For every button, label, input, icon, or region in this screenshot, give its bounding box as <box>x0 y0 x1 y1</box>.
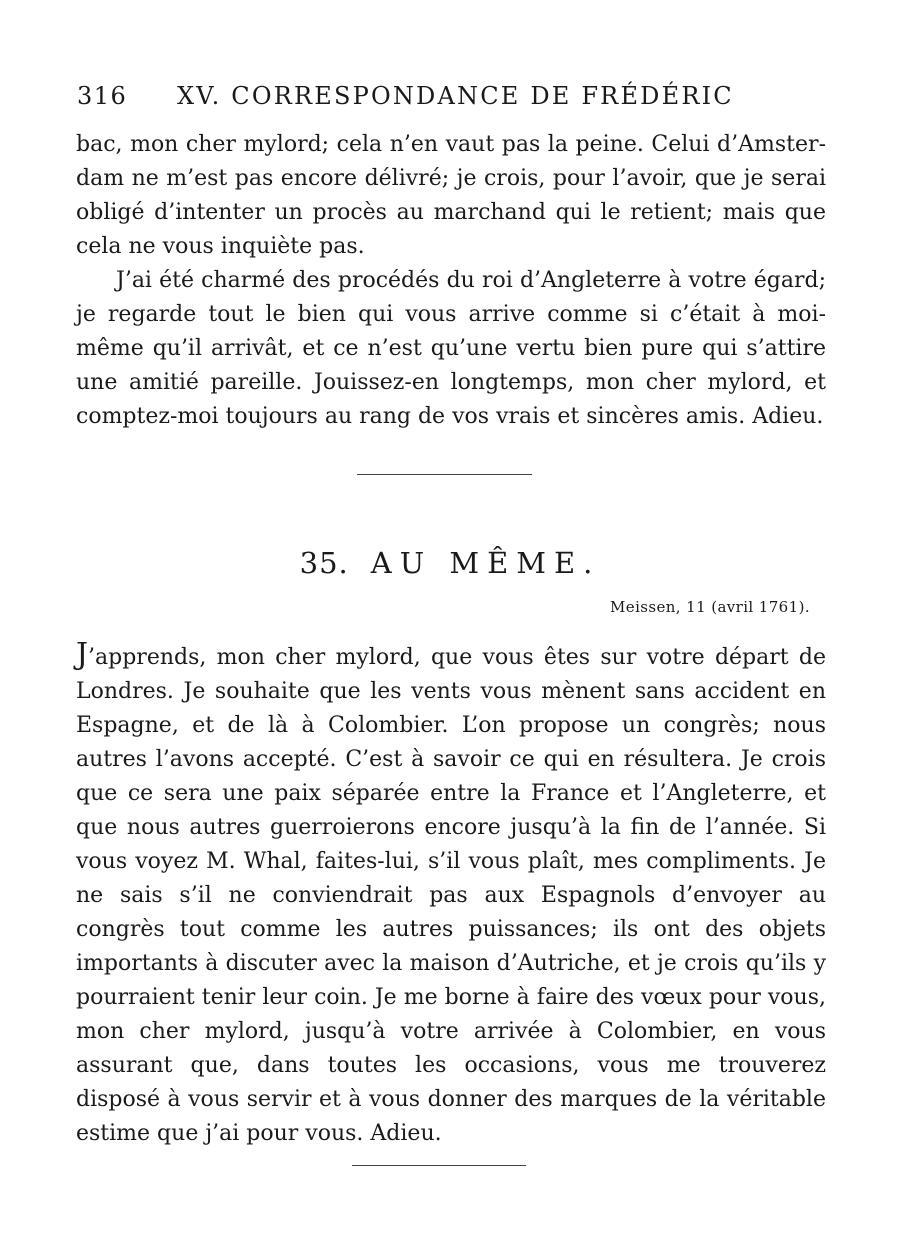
paragraph: bac, mon cher mylord; cela n’en vaut pas la peine. Celui d’Amsterdam ne m’est pas encore délivré; je crois, pour l’avoir, que je serai obligé d’intenter un procès au marchand qui le retient; mais que cela ne vous inquiète pas. <box>76 132 826 259</box>
page-number: 316 <box>77 82 128 110</box>
dateline: Meissen, 11 (avril 1761). <box>610 598 810 616</box>
running-title: XV. CORRESPONDANCE DE FRÉDÉRIC <box>177 82 734 110</box>
letter-body-text: ’apprends, mon cher mylord, que vous êtes sur votre départ de Londres. Je souhaite que les vents vous mènent sans accident en Espagne, et de là à Colombier. L’on propose un congrès; nous autres l’avons accepté. C’est à savoir ce qui en résultera. Je crois que ce sera une paix séparée entre la France et l’Angleterre, et que nous autres guerroierons encore jusqu’à la fin de l’année. Si vous voyez M. Whal, faites-lui, s’il vous plaît, mes compliments. Je ne sais s’il ne conviendrait pas aux Espagnols d’envoyer au congrès tout comme les autres puissances; ils ont des objets importants à discuter avec la maison d’Autriche, et je crois qu’ils y pourraient tenir leur coin. Je me borne à faire des vœux pour vous, mon cher mylord, jusqu’à votre arrivée à Colombier, en vous assurant que, dans toutes les occasions, vous me trouverez disposé à vous servir et à vous donner des marques de la véritable estime que j’ai pour vous. Adieu. <box>76 645 826 1146</box>
section-divider <box>352 1165 526 1166</box>
paragraph: J’ai été charmé des procédés du roi d’Angleterre à votre égard; je regarde tout le bien qui vous arrive comme si c’était à moi-même qu’il arrivât, et ce n’est qu’une vertu bien pure qui s’attire une amitié pareille. Jouissez-en longtemps, mon cher mylord, et comptez-moi toujours au rang de vos vrais et sincères amis. Adieu. <box>76 268 826 429</box>
initial-letter: J <box>76 637 89 672</box>
letter-title: AU MÊME. <box>370 546 601 580</box>
previous-letter-text <box>76 128 826 434</box>
letter-heading <box>0 546 900 580</box>
section-divider <box>357 474 532 475</box>
running-header <box>77 82 837 110</box>
paragraph <box>76 638 826 1151</box>
letter-body <box>76 638 826 1151</box>
letter-number: 35. <box>299 546 349 580</box>
